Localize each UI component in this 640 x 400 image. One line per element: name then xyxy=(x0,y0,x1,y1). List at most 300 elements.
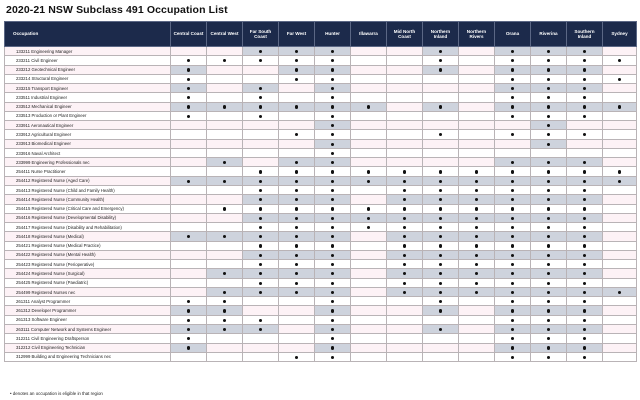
eligibility-cell xyxy=(567,232,603,241)
eligible-dot-icon xyxy=(331,217,334,220)
eligibility-cell xyxy=(171,121,207,130)
eligibility-cell xyxy=(423,223,459,232)
eligibility-cell xyxy=(495,195,531,204)
eligibility-cell xyxy=(171,65,207,74)
eligibility-cell xyxy=(315,74,351,83)
eligibility-cell xyxy=(603,213,637,222)
eligibility-cell xyxy=(495,269,531,278)
eligibility-cell xyxy=(495,176,531,185)
eligibility-cell xyxy=(387,195,423,204)
eligibility-cell xyxy=(603,65,637,74)
occupation-name: 261311 Analyst Programmer xyxy=(5,297,171,306)
occupation-name: 254421 Registered Nurse (Medical Practice) xyxy=(5,241,171,250)
eligible-dot-icon xyxy=(223,59,226,62)
eligibility-cell xyxy=(387,297,423,306)
eligible-dot-icon xyxy=(511,50,514,53)
eligibility-cell xyxy=(567,297,603,306)
eligibility-cell xyxy=(459,269,495,278)
eligibility-cell xyxy=(171,195,207,204)
eligible-dot-icon xyxy=(295,133,298,136)
eligibility-cell xyxy=(603,195,637,204)
eligibility-cell xyxy=(315,130,351,139)
eligibility-cell xyxy=(315,241,351,250)
occupation-name: 233913 Biomedical Engineer xyxy=(5,139,171,148)
eligibility-cell xyxy=(387,74,423,83)
eligible-dot-icon xyxy=(295,244,298,247)
eligibility-cell xyxy=(351,287,387,296)
eligible-dot-icon xyxy=(547,180,550,183)
eligible-dot-icon xyxy=(331,198,334,201)
eligible-dot-icon xyxy=(403,263,406,266)
eligible-dot-icon xyxy=(511,59,514,62)
eligible-dot-icon xyxy=(259,105,262,108)
eligibility-cell xyxy=(387,241,423,250)
eligibility-cell xyxy=(423,102,459,111)
eligible-dot-icon xyxy=(367,207,370,210)
eligible-dot-icon xyxy=(583,217,586,220)
eligibility-cell xyxy=(531,223,567,232)
eligibility-cell xyxy=(351,195,387,204)
eligibility-cell xyxy=(351,334,387,343)
eligibility-cell xyxy=(387,352,423,361)
eligibility-cell xyxy=(171,223,207,232)
eligible-dot-icon xyxy=(403,282,406,285)
eligibility-cell xyxy=(459,74,495,83)
eligible-dot-icon xyxy=(259,170,262,173)
eligibility-cell xyxy=(207,176,243,185)
eligible-dot-icon xyxy=(295,180,298,183)
eligible-dot-icon xyxy=(331,170,334,173)
eligibility-cell xyxy=(567,352,603,361)
eligible-dot-icon xyxy=(439,68,442,71)
eligibility-cell xyxy=(567,278,603,287)
eligible-dot-icon xyxy=(511,226,514,229)
eligibility-cell xyxy=(495,260,531,269)
eligibility-cell xyxy=(351,306,387,315)
eligible-dot-icon xyxy=(547,50,550,53)
table-row xyxy=(5,185,637,194)
eligible-dot-icon xyxy=(475,170,478,173)
table-row xyxy=(5,260,637,269)
eligible-dot-icon xyxy=(259,115,262,118)
eligible-dot-icon xyxy=(295,198,298,201)
eligibility-cell xyxy=(207,130,243,139)
eligible-dot-icon xyxy=(475,189,478,192)
eligibility-cell xyxy=(603,185,637,194)
eligibility-cell xyxy=(531,148,567,157)
table-row xyxy=(5,232,637,241)
table-row xyxy=(5,65,637,74)
eligible-dot-icon xyxy=(511,180,514,183)
eligible-dot-icon xyxy=(295,235,298,238)
eligibility-cell xyxy=(567,74,603,83)
eligible-dot-icon xyxy=(331,337,334,340)
occupation-name: 233212 Geotechnical Engineer xyxy=(5,65,171,74)
eligibility-cell xyxy=(531,84,567,93)
eligibility-cell xyxy=(315,111,351,120)
eligibility-cell xyxy=(567,343,603,352)
eligibility-cell xyxy=(387,315,423,324)
eligibility-cell xyxy=(567,111,603,120)
eligibility-cell xyxy=(207,195,243,204)
eligible-dot-icon xyxy=(475,226,478,229)
eligibility-cell xyxy=(459,287,495,296)
eligible-dot-icon xyxy=(583,87,586,90)
eligible-dot-icon xyxy=(187,309,190,312)
eligible-dot-icon xyxy=(583,254,586,257)
eligibility-cell xyxy=(207,250,243,259)
eligible-dot-icon xyxy=(547,356,550,359)
eligibility-cell xyxy=(603,74,637,83)
eligibility-cell xyxy=(171,241,207,250)
eligible-dot-icon xyxy=(187,105,190,108)
eligibility-cell xyxy=(315,204,351,213)
eligible-dot-icon xyxy=(583,78,586,81)
eligibility-cell xyxy=(567,269,603,278)
eligibility-cell xyxy=(315,47,351,56)
eligible-dot-icon xyxy=(618,291,621,294)
eligibility-cell xyxy=(387,269,423,278)
eligible-dot-icon xyxy=(295,291,298,294)
eligible-dot-icon xyxy=(331,124,334,127)
occupation-name: 261312 Developer Programmer xyxy=(5,306,171,315)
eligibility-cell xyxy=(279,195,315,204)
eligible-dot-icon xyxy=(331,263,334,266)
eligibility-cell xyxy=(351,102,387,111)
eligibility-cell xyxy=(387,111,423,120)
eligible-dot-icon xyxy=(583,105,586,108)
eligibility-cell xyxy=(243,65,279,74)
eligible-dot-icon xyxy=(295,282,298,285)
eligibility-cell xyxy=(243,232,279,241)
eligibility-cell xyxy=(171,269,207,278)
region-column-header: Northern Inland xyxy=(423,22,459,47)
eligible-dot-icon xyxy=(295,217,298,220)
eligible-dot-icon xyxy=(547,105,550,108)
eligibility-cell xyxy=(351,343,387,352)
eligibility-cell xyxy=(279,176,315,185)
eligibility-cell xyxy=(387,306,423,315)
eligibility-cell xyxy=(315,269,351,278)
eligibility-cell xyxy=(495,139,531,148)
eligibility-cell xyxy=(531,74,567,83)
eligible-dot-icon xyxy=(547,328,550,331)
eligibility-cell xyxy=(315,306,351,315)
eligibility-cell xyxy=(603,232,637,241)
eligible-dot-icon xyxy=(187,346,190,349)
eligibility-cell xyxy=(171,204,207,213)
eligibility-cell xyxy=(171,130,207,139)
eligibility-cell xyxy=(243,176,279,185)
eligible-dot-icon xyxy=(475,244,478,247)
eligible-dot-icon xyxy=(547,59,550,62)
eligible-dot-icon xyxy=(331,300,334,303)
eligibility-cell xyxy=(387,102,423,111)
eligible-dot-icon xyxy=(259,50,262,53)
eligibility-cell xyxy=(207,223,243,232)
eligibility-cell xyxy=(171,102,207,111)
eligible-dot-icon xyxy=(259,189,262,192)
eligibility-cell xyxy=(459,195,495,204)
eligible-dot-icon xyxy=(331,282,334,285)
eligibility-cell xyxy=(603,111,637,120)
eligible-dot-icon xyxy=(187,68,190,71)
eligibility-cell xyxy=(279,65,315,74)
eligible-dot-icon xyxy=(511,254,514,257)
eligibility-cell xyxy=(459,343,495,352)
eligible-dot-icon xyxy=(187,300,190,303)
eligibility-cell xyxy=(423,111,459,120)
eligibility-cell xyxy=(603,93,637,102)
eligibility-cell xyxy=(171,111,207,120)
eligibility-cell xyxy=(279,232,315,241)
eligibility-cell xyxy=(531,47,567,56)
eligibility-cell xyxy=(603,56,637,65)
occupation-name: 233512 Mechanical Engineer xyxy=(5,102,171,111)
eligibility-cell xyxy=(387,223,423,232)
eligible-dot-icon xyxy=(403,198,406,201)
eligibility-cell xyxy=(531,352,567,361)
eligible-dot-icon xyxy=(511,300,514,303)
eligibility-cell xyxy=(243,111,279,120)
eligibility-cell xyxy=(495,232,531,241)
occupation-name: 312999 Building and Engineering Technicians nec xyxy=(5,352,171,361)
eligibility-cell xyxy=(459,167,495,176)
eligible-dot-icon xyxy=(295,170,298,173)
eligibility-cell xyxy=(387,250,423,259)
eligibility-cell xyxy=(459,250,495,259)
eligibility-cell xyxy=(351,158,387,167)
eligibility-cell xyxy=(279,139,315,148)
eligibility-cell xyxy=(387,287,423,296)
eligibility-cell xyxy=(531,185,567,194)
region-column-header: Orana xyxy=(495,22,531,47)
occupation-name: 233215 Transport Engineer xyxy=(5,84,171,93)
eligible-dot-icon xyxy=(439,263,442,266)
eligibility-cell xyxy=(495,84,531,93)
occupation-name: 254415 Registered Nurse (Critical Care and Emergency) xyxy=(5,204,171,213)
eligible-dot-icon xyxy=(295,254,298,257)
eligibility-cell xyxy=(567,334,603,343)
eligible-dot-icon xyxy=(403,272,406,275)
eligibility-cell xyxy=(351,241,387,250)
eligible-dot-icon xyxy=(295,226,298,229)
eligible-dot-icon xyxy=(187,319,190,322)
eligibility-cell xyxy=(459,84,495,93)
eligibility-cell xyxy=(315,102,351,111)
eligibility-cell xyxy=(603,204,637,213)
eligible-dot-icon xyxy=(439,180,442,183)
eligibility-cell xyxy=(279,260,315,269)
eligible-dot-icon xyxy=(511,328,514,331)
eligibility-cell xyxy=(207,158,243,167)
eligible-dot-icon xyxy=(547,282,550,285)
eligibility-cell xyxy=(531,204,567,213)
eligible-dot-icon xyxy=(475,217,478,220)
header-row xyxy=(5,22,637,47)
eligible-dot-icon xyxy=(583,263,586,266)
eligible-dot-icon xyxy=(475,235,478,238)
occupation-name: 254416 Registered Nurse (Developmental Disability) xyxy=(5,213,171,222)
eligibility-cell xyxy=(171,278,207,287)
eligibility-cell xyxy=(459,232,495,241)
table-row xyxy=(5,278,637,287)
table-row xyxy=(5,324,637,333)
eligibility-cell xyxy=(207,213,243,222)
occupation-column-header: Occupation xyxy=(5,22,171,47)
eligibility-cell xyxy=(351,84,387,93)
eligible-dot-icon xyxy=(403,217,406,220)
eligible-dot-icon xyxy=(331,356,334,359)
occupation-name: 233999 Engineering Professionals nec xyxy=(5,158,171,167)
eligibility-cell xyxy=(603,176,637,185)
eligibility-cell xyxy=(423,241,459,250)
eligibility-cell xyxy=(387,278,423,287)
eligibility-cell xyxy=(423,213,459,222)
eligibility-cell xyxy=(459,213,495,222)
eligibility-cell xyxy=(423,297,459,306)
eligibility-cell xyxy=(207,334,243,343)
eligible-dot-icon xyxy=(187,59,190,62)
eligibility-cell xyxy=(495,93,531,102)
eligibility-cell xyxy=(495,102,531,111)
eligible-dot-icon xyxy=(439,207,442,210)
eligibility-cell xyxy=(387,334,423,343)
eligible-dot-icon xyxy=(259,96,262,99)
eligible-dot-icon xyxy=(511,217,514,220)
eligibility-cell xyxy=(603,84,637,93)
eligibility-cell xyxy=(495,324,531,333)
eligibility-cell xyxy=(495,148,531,157)
eligibility-cell xyxy=(315,121,351,130)
region-column-header: Far South Coast xyxy=(243,22,279,47)
eligibility-cell xyxy=(531,213,567,222)
eligibility-cell xyxy=(423,260,459,269)
eligibility-cell xyxy=(207,306,243,315)
eligibility-cell xyxy=(315,139,351,148)
eligibility-cell xyxy=(315,176,351,185)
table-row xyxy=(5,223,637,232)
eligibility-cell xyxy=(495,74,531,83)
eligibility-cell xyxy=(603,315,637,324)
eligibility-cell xyxy=(603,102,637,111)
eligible-dot-icon xyxy=(583,291,586,294)
eligibility-cell xyxy=(243,56,279,65)
eligibility-cell xyxy=(423,324,459,333)
eligibility-cell xyxy=(495,65,531,74)
eligibility-cell xyxy=(315,148,351,157)
eligibility-cell xyxy=(387,130,423,139)
eligible-dot-icon xyxy=(331,152,334,155)
eligibility-cell xyxy=(567,204,603,213)
region-column-header: Mid North Coast xyxy=(387,22,423,47)
eligible-dot-icon xyxy=(547,96,550,99)
eligible-dot-icon xyxy=(295,272,298,275)
eligible-dot-icon xyxy=(583,356,586,359)
eligibility-cell xyxy=(207,121,243,130)
eligible-dot-icon xyxy=(475,263,478,266)
eligibility-cell xyxy=(603,167,637,176)
eligibility-cell xyxy=(207,269,243,278)
eligible-dot-icon xyxy=(547,319,550,322)
eligibility-cell xyxy=(423,232,459,241)
eligible-dot-icon xyxy=(331,328,334,331)
eligibility-cell xyxy=(171,167,207,176)
eligible-dot-icon xyxy=(223,291,226,294)
eligibility-cell xyxy=(279,158,315,167)
eligibility-cell xyxy=(387,343,423,352)
eligibility-cell xyxy=(279,167,315,176)
eligibility-cell xyxy=(171,176,207,185)
eligible-dot-icon xyxy=(331,226,334,229)
eligibility-cell xyxy=(531,269,567,278)
eligibility-cell xyxy=(279,250,315,259)
eligibility-cell xyxy=(207,352,243,361)
eligible-dot-icon xyxy=(583,328,586,331)
eligible-dot-icon xyxy=(583,272,586,275)
eligibility-cell xyxy=(495,287,531,296)
eligibility-cell xyxy=(315,260,351,269)
eligible-dot-icon xyxy=(403,226,406,229)
eligible-dot-icon xyxy=(331,50,334,53)
eligible-dot-icon xyxy=(439,189,442,192)
table-row xyxy=(5,306,637,315)
eligible-dot-icon xyxy=(439,170,442,173)
eligibility-cell xyxy=(387,56,423,65)
eligibility-cell xyxy=(207,47,243,56)
occupation-name: 233511 Industrial Engineer xyxy=(5,93,171,102)
eligible-dot-icon xyxy=(547,254,550,257)
eligibility-cell xyxy=(351,223,387,232)
eligible-dot-icon xyxy=(403,180,406,183)
occupation-name: 254425 Registered Nurse (Paediatric) xyxy=(5,278,171,287)
eligibility-cell xyxy=(207,148,243,157)
eligibility-cell xyxy=(315,297,351,306)
eligible-dot-icon xyxy=(223,328,226,331)
eligible-dot-icon xyxy=(583,59,586,62)
table-row xyxy=(5,297,637,306)
eligibility-cell xyxy=(207,315,243,324)
region-column-header: Hunter xyxy=(315,22,351,47)
eligibility-cell xyxy=(531,130,567,139)
table-row xyxy=(5,93,637,102)
eligible-dot-icon xyxy=(403,207,406,210)
eligible-dot-icon xyxy=(331,254,334,257)
eligible-dot-icon xyxy=(547,143,550,146)
eligibility-cell xyxy=(387,260,423,269)
eligibility-cell xyxy=(495,204,531,213)
table-row xyxy=(5,84,637,93)
eligibility-cell xyxy=(315,232,351,241)
eligible-dot-icon xyxy=(547,272,550,275)
eligible-dot-icon xyxy=(331,319,334,322)
eligibility-cell xyxy=(567,241,603,250)
eligibility-cell xyxy=(171,148,207,157)
eligibility-cell xyxy=(495,111,531,120)
eligible-dot-icon xyxy=(475,291,478,294)
eligible-dot-icon xyxy=(259,244,262,247)
region-column-header: Central West xyxy=(207,22,243,47)
eligibility-cell xyxy=(423,56,459,65)
eligible-dot-icon xyxy=(547,68,550,71)
eligible-dot-icon xyxy=(439,282,442,285)
eligibility-cell xyxy=(387,176,423,185)
eligible-dot-icon xyxy=(511,133,514,136)
eligibility-cell xyxy=(243,185,279,194)
eligibility-cell xyxy=(171,250,207,259)
eligible-dot-icon xyxy=(259,217,262,220)
eligibility-cell xyxy=(603,223,637,232)
